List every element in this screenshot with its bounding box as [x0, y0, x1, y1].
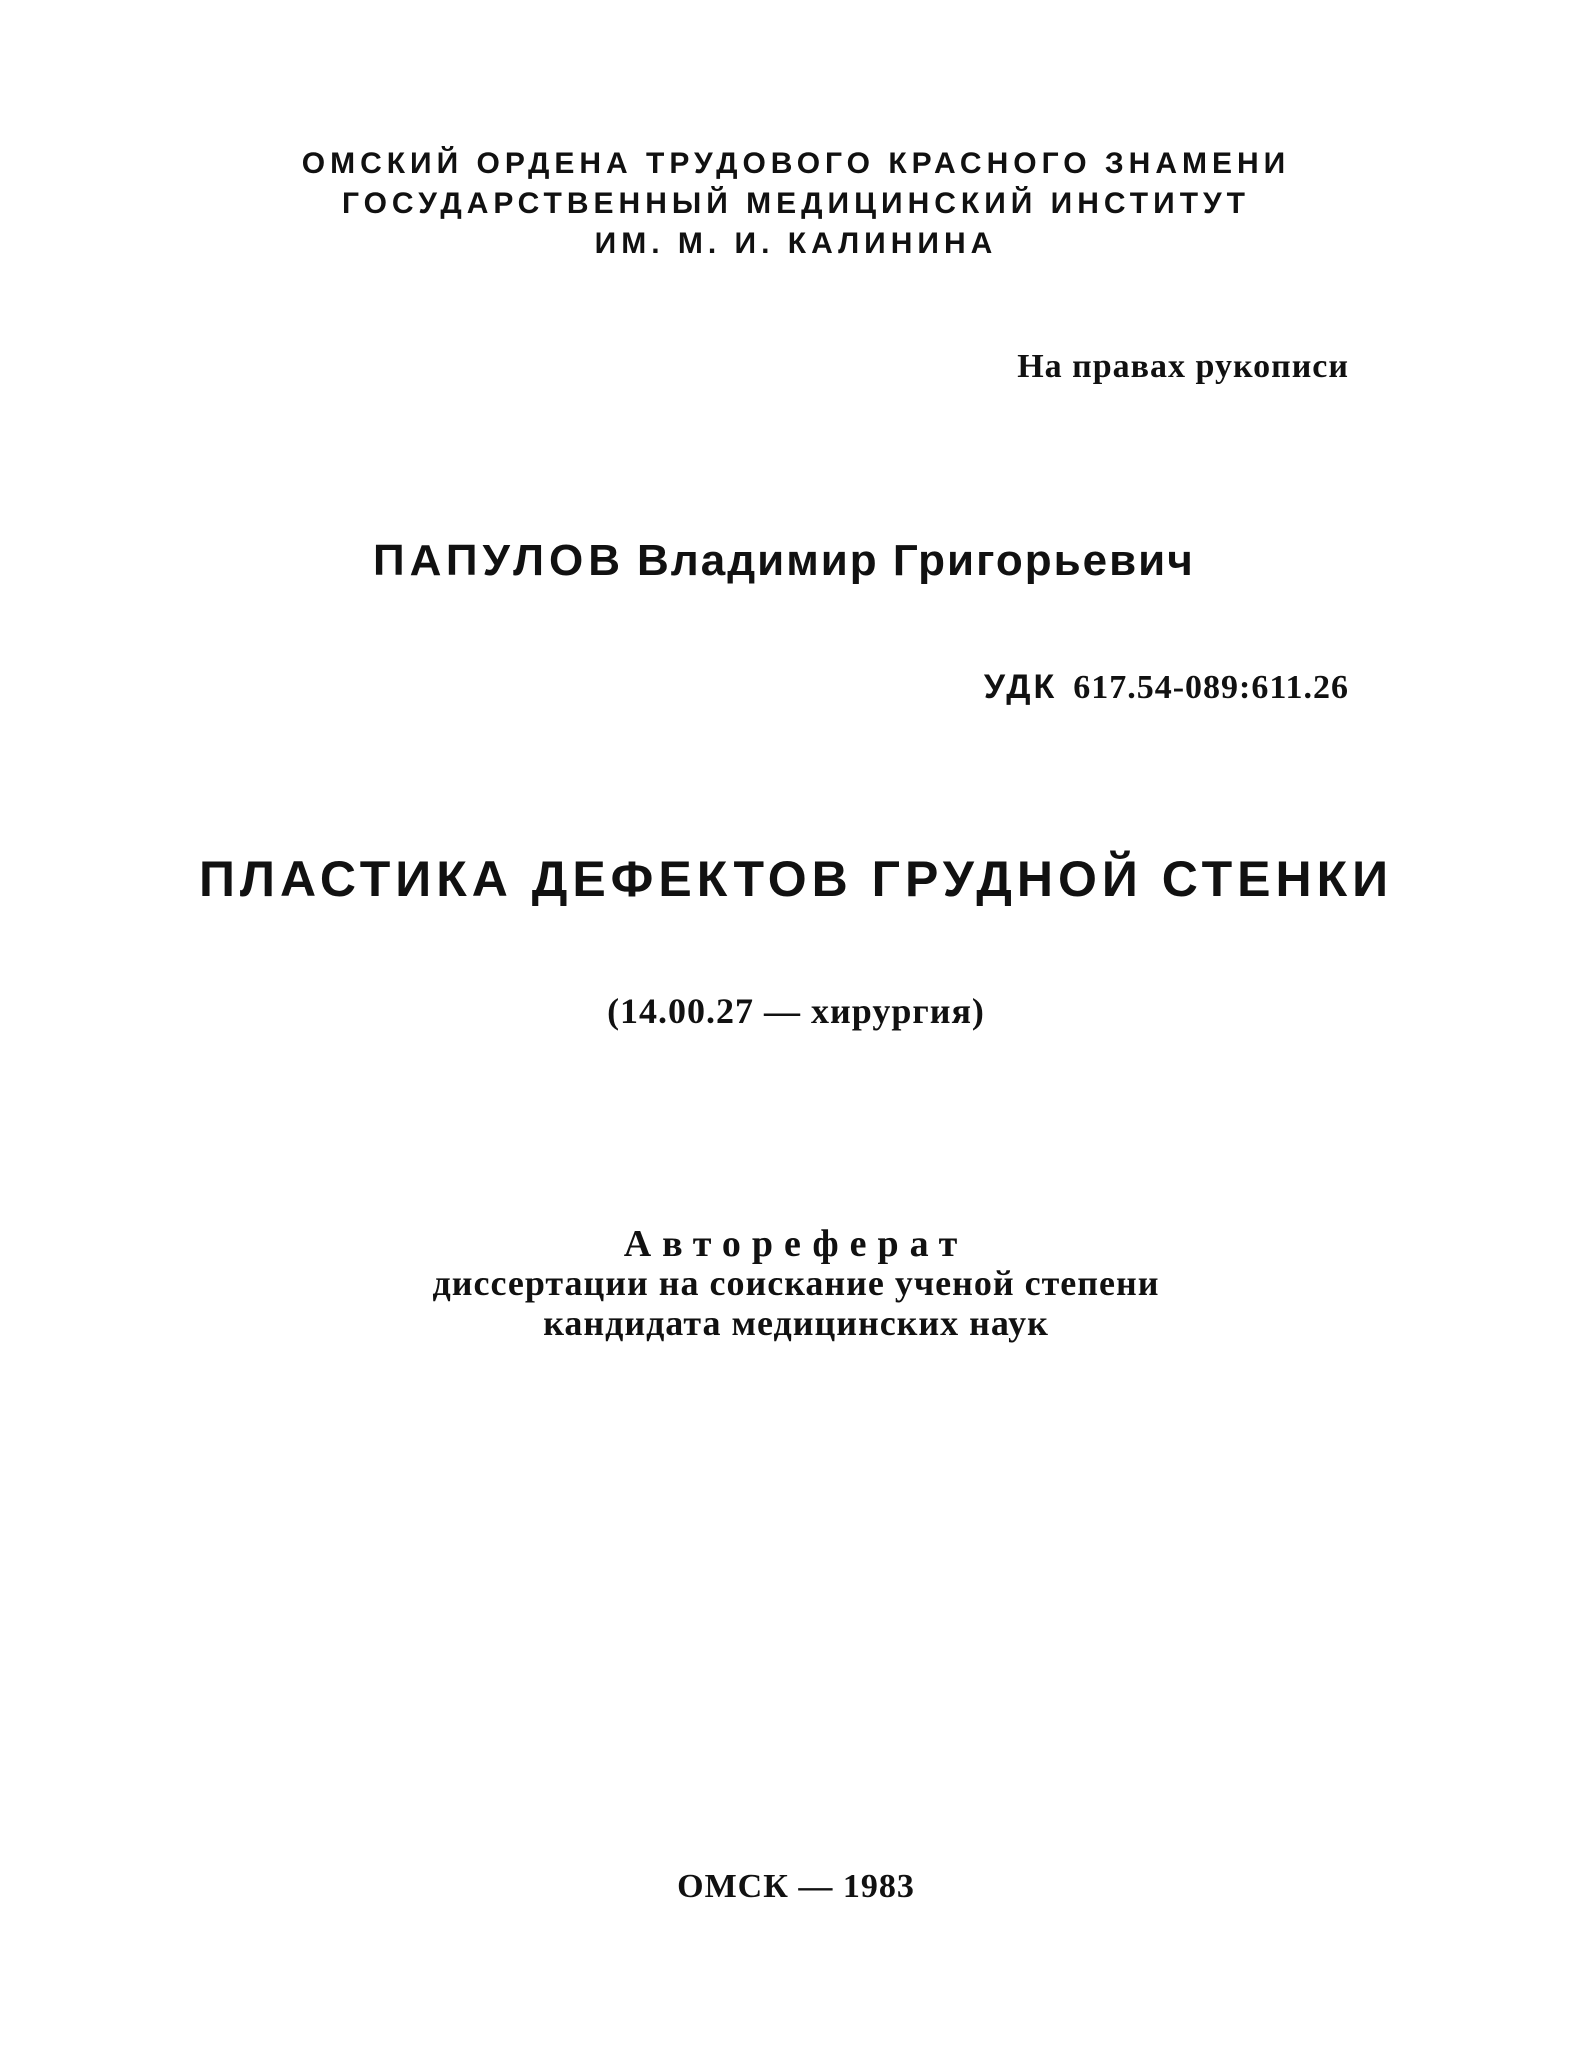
institution-line-2: ГОСУДАРСТВЕННЫЙ МЕДИЦИНСКИЙ ИНСТИТУТ: [341, 187, 1251, 220]
author-name: [373, 536, 1195, 586]
institution-line-1: ОМСКИЙ ОРДЕНА ТРУДОВОГО КРАСНОГО ЗНАМЕНИ: [301, 147, 1291, 180]
specialty-code: (14.00.27 — хирургия): [607, 991, 985, 1031]
abstract-heading: Автореферат: [623, 1223, 969, 1265]
abstract-line-1: диссертации на соискание ученой степени: [432, 1263, 1160, 1303]
author-surname: ПАПУЛОВ: [373, 536, 626, 585]
place-and-year: ОМСК — 1983: [677, 1868, 915, 1905]
udc-label: УДК: [983, 668, 1058, 706]
author-given-names: Владимир Григорьевич: [637, 536, 1195, 585]
dissertation-title: ПЛАСТИКА ДЕФЕКТОВ ГРУДНОЙ СТЕНКИ: [198, 851, 1394, 907]
udc-classification: [984, 668, 1349, 707]
manuscript-note: На правах рукописи: [1017, 348, 1349, 385]
udc-code: 617.54-089:611.26: [1073, 669, 1349, 706]
abstract-line-2: кандидата медицинских наук: [543, 1303, 1049, 1343]
institution-line-3: ИМ. М. И. КАЛИНИНА: [594, 227, 998, 260]
